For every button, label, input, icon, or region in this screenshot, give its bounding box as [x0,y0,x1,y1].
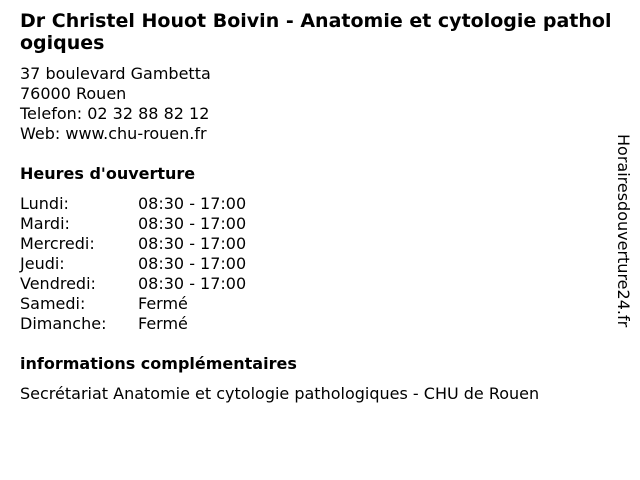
hours-row-wednesday [20,234,246,254]
hours-time-value: Fermé [138,314,188,333]
hours-day-label: Lundi: [20,194,69,213]
hours-day-label: Mercredi: [20,234,95,253]
hours-day-label: Mardi: [20,214,70,233]
hours-time-value: 08:30 - 17:00 [138,194,247,213]
address-web: Web: www.chu-rouen.fr [20,124,207,143]
hours-row-monday [20,194,246,214]
hours-time-value: Fermé [138,294,188,313]
opening-hours-table [20,194,246,334]
hours-row-tuesday [20,214,246,234]
hours-row-friday [20,274,246,294]
additional-info-heading: informations complémentaires [20,354,297,373]
site-watermark: Horairesdouverture24.fr [614,134,633,328]
hours-row-saturday [20,294,246,314]
address-block [20,64,211,144]
page-title: Dr Christel Houot Boivin - Anatomie et cytologie pathologiques [20,10,612,54]
address-phone: Telefon: 02 32 88 82 12 [20,104,210,123]
hours-row-sunday [20,314,246,334]
address-city: 76000 Rouen [20,84,127,103]
hours-day-label: Dimanche: [20,314,107,333]
hours-row-thursday [20,254,246,274]
hours-time-value: 08:30 - 17:00 [138,234,247,253]
opening-hours-heading: Heures d'ouverture [20,164,196,183]
additional-info-text: Secrétariat Anatomie et cytologie pathologiques - CHU de Rouen [20,384,540,403]
hours-time-value: 08:30 - 17:00 [138,214,247,233]
hours-day-label: Jeudi: [20,254,65,273]
hours-time-value: 08:30 - 17:00 [138,254,247,273]
hours-day-label: Samedi: [20,294,86,313]
hours-day-label: Vendredi: [20,274,96,293]
hours-time-value: 08:30 - 17:00 [138,274,247,293]
address-street: 37 boulevard Gambetta [20,64,211,83]
